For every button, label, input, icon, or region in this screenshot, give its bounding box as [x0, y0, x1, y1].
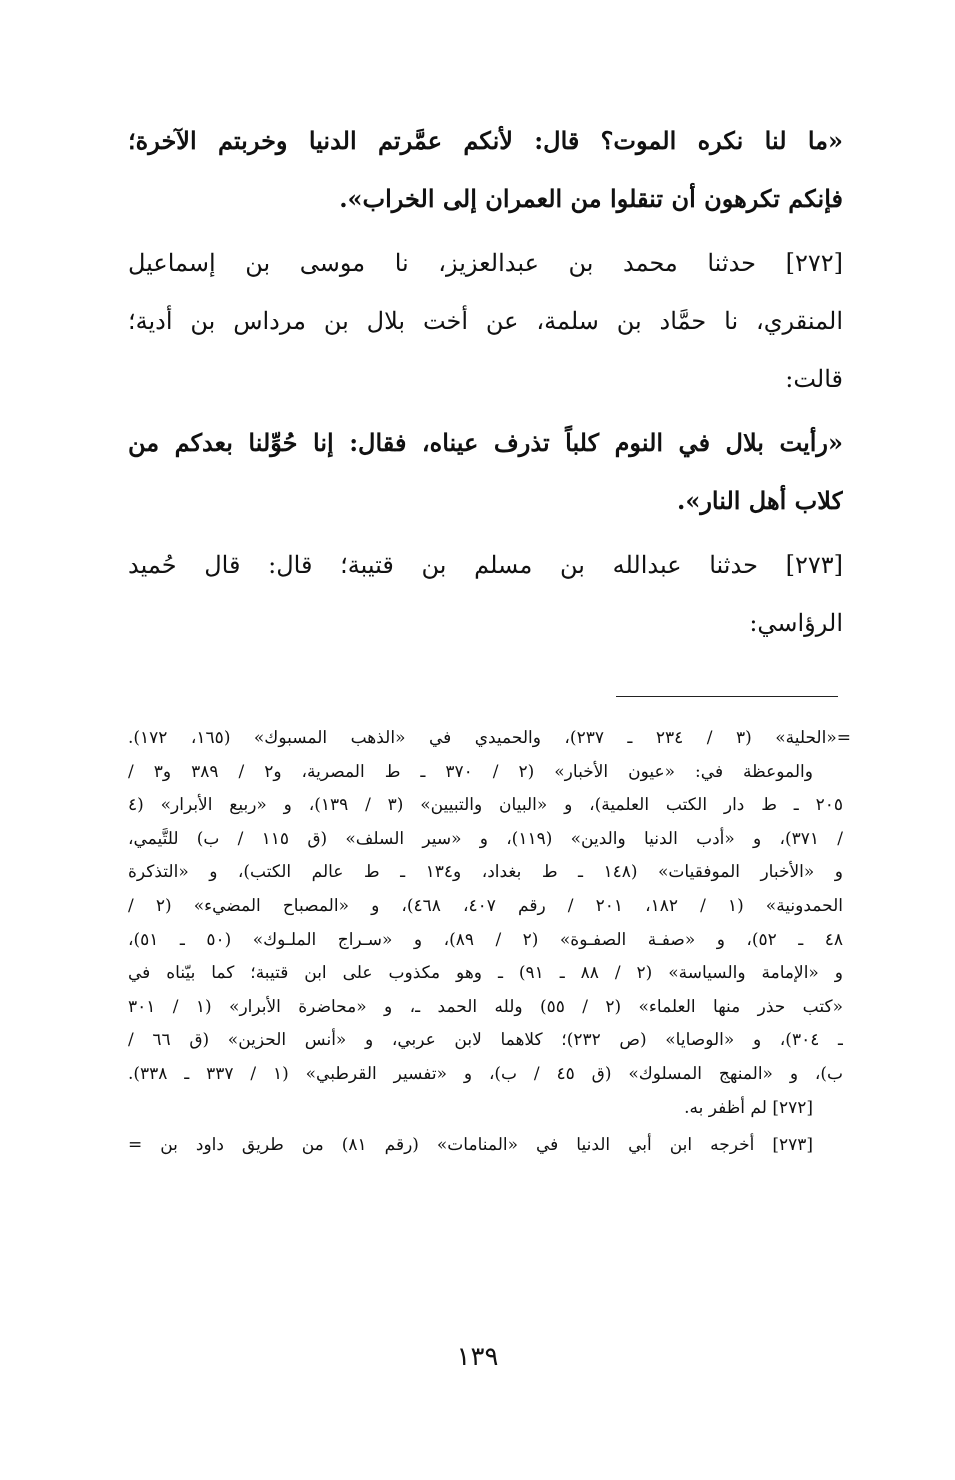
text-line: المنقري، نا حمَّاد بن سلمة، عن أخت بلال بن مرداس بن أدية؛ — [128, 307, 843, 335]
footnote-line: الحمدونية» (١ / ١٨٢، ٢٠١ / رقم ٤٠٧، ٤٦٨)، و «المصباح المضيء» (٢ / — [128, 895, 843, 916]
text-line: الرؤاسي: — [749, 609, 843, 637]
text-line: «ما لنا نكره الموت؟ قال: لأنكم عمَّرتم الدنيا وخربتم الآخرة؛ — [128, 126, 843, 155]
footnote-line: والموعظة في: «عيون الأخبار» (٢ / ٣٧٠ ـ ط المصرية، و٢ / ٣٨٩ و٣ / — [128, 761, 813, 782]
footnote-line: «كتب حذر منها العلماء» (٢ / ٥٥) ولله الحمد ـ، و «محاضرة الأبرار» (١ / ٣٠١ — [128, 996, 843, 1017]
page-number: ١٣٩ — [456, 1342, 499, 1372]
footnote-separator — [616, 696, 838, 697]
footnote-line: ـ ٣٠٤)، و «الوصايا» (ص ٢٣٢)؛ كلاهما لابن عربي، و «أنس الحزين» (ق ٦٦ / — [128, 1030, 843, 1051]
text-line: كلاب أهل النار». — [676, 486, 843, 515]
main-text — [128, 112, 843, 652]
footnote-line: [٢٧٢] لم أظفر به. — [684, 1097, 813, 1118]
footnote-line: ٢٠٥ ـ ط دار الكتب العلمية)، و «البيان والتبيين» (٣ / ١٣٩)، و «ربيع الأبرار» (٤ — [128, 795, 843, 816]
footnote-line: ب)، و «المنهج المسلوك» (ق ٤٥ / ب)، و «تفسير القرطبي» (١ / ٣٣٧ ـ ٣٣٨). — [128, 1063, 843, 1084]
footnote-line: [٢٧٣] أخرجه ابن أبي الدنيا في «المنامات» (رقم ٨١) من طريق داود بن = — [128, 1135, 813, 1156]
text-line: [٢٧٣] حدثنا عبدالله بن مسلم بن قتيبة؛ قال: قال حُميد — [128, 551, 843, 579]
text-line: [٢٧٢] حدثنا محمد بن عبدالعزيز، نا موسى بن إسماعيل — [128, 249, 843, 277]
footnote-line: ٤٨ ـ ٥٢)، و «صفـة الصفـوة» (٢ / ٨٩)، و «سـراج الملـوك» (٥٠ ـ ٥١)، — [128, 929, 843, 950]
footnotes — [128, 722, 851, 1163]
footnote-line: و «الإمامة والسياسة» (٢ / ٨٨ ـ ٩١) ـ وهو مكذوب على ابن قتيبة؛ كما بيّناه في — [128, 963, 843, 984]
text-line: قالت: — [785, 365, 843, 393]
text-line: «رأيت بلال في النوم كلباً تذرف عيناه، فقال: إنا حُوِّلنا بعدكم من — [128, 428, 843, 457]
footnote-line: =«الحلية» (٣ / ٢٣٤ ـ ٢٣٧)، والحميدي في «الذهب المسبوك» (١٦٥، ١٧٢). — [128, 728, 851, 748]
footnote-line: و «الأخبار الموفقيات» (١٤٨ ـ ط بغداد، و١٣٤ ـ ط عالم الكتب)، و «التذكرة — [128, 862, 843, 883]
footnote-line: / ٣٧١)، و «أدب الدنيا والدين» (١١٩)، و «سير السلف» (ق ١١٥ / ب) للتَّيمي، — [128, 828, 843, 849]
text-line: فإنكم تكرهون أن تنقلوا من العمران إلى الخراب». — [339, 184, 843, 213]
